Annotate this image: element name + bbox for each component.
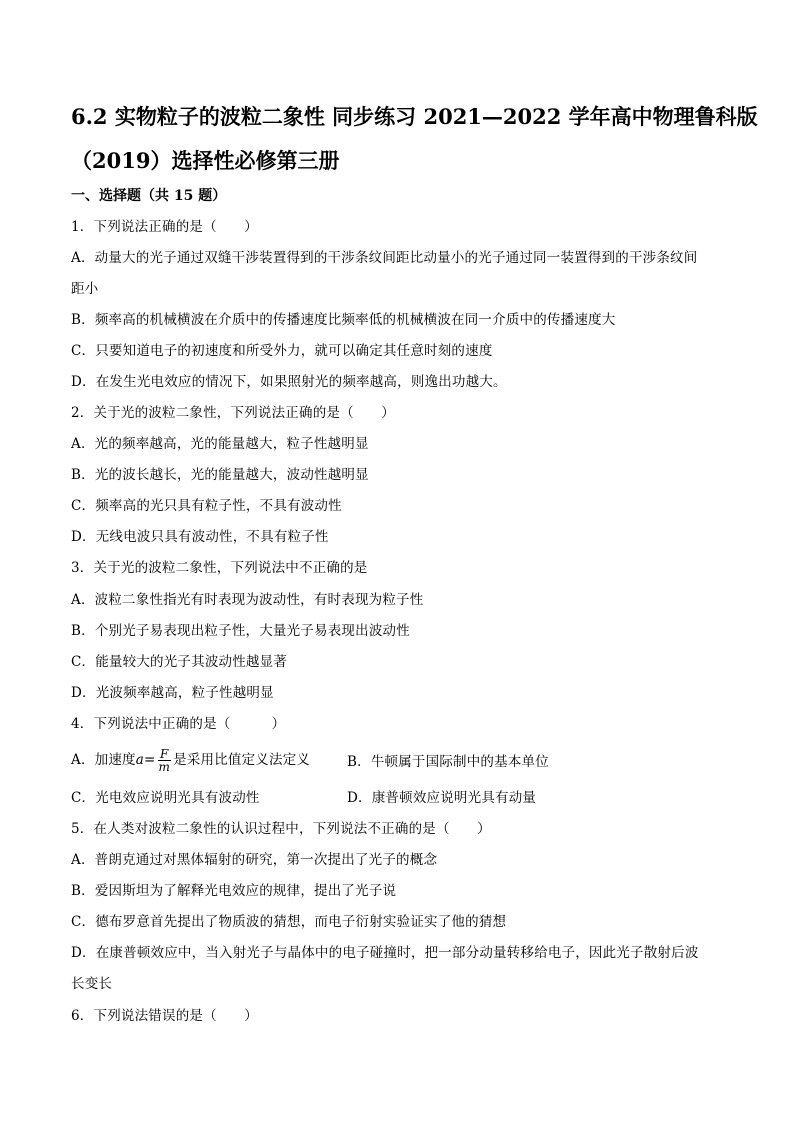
q1-option-b: B．频率高的机械横波在介质中的传播速度比频率低的机械横波在同一介质中的传播速度大 [71,312,616,328]
q5-option-d: D．在康普顿效应中，当入射光子与晶体中的电子碰撞时，把一部分动量转移给电子，因此光子散射后波 [71,945,699,961]
q2-option-c: C．频率高的光只具有粒子性，不具有波动性 [71,498,342,514]
q4-stem: 4．下列说法中正确的是（ ） [71,716,286,732]
q4-option-b: B．牛顿属于国际制中的基本单位 [347,754,549,770]
q4-option-d: D．康普顿效应说明光具有动量 [347,790,537,806]
q4-formula-var: a [135,752,144,768]
q4-option-c: C．光电效应说明光具有波动性 [71,790,260,806]
q4-formula-fraction [158,748,172,773]
q6-stem: 6．下列说法错误的是（ ） [71,1008,258,1024]
q1-option-a-cont: 距小 [71,281,99,297]
section-heading: 一、选择题（共 15 题） [71,188,227,204]
q3-stem: 3．关于光的波粒二象性，下列说法中不正确的是 [71,560,368,576]
q2-stem: 2．关于光的波粒二象性，下列说法正确的是（ ） [71,405,395,421]
q3-option-b: B．个别光子易表现出粒子性，大量光子易表现出波动性 [71,623,410,639]
q5-stem: 5．在人类对波粒二象性的认识过程中，下列说法不正确的是（ ） [71,821,491,837]
q3-option-a: A．波粒二象性指光有时表现为波动性，有时表现为粒子性 [71,592,424,608]
q5-option-a: A．普朗克通过对黑体辐射的研究，第一次提出了光子的概念 [71,852,438,868]
q4-option-a-suffix: 是采用比值定义法定义 [173,752,311,768]
q1-option-c: C．只要知道电子的初速度和所受外力，就可以确定其任意时刻的速度 [71,343,493,359]
q2-option-d: D．无线电波只具有波动性，不具有粒子性 [71,529,329,545]
q4-formula-denominator: m [158,760,171,774]
q5-option-d-cont: 长变长 [71,976,113,992]
q5-option-b: B．爱因斯坦为了解释光电效应的规律，提出了光子说 [71,883,397,899]
q4-formula-numerator: F [158,748,172,761]
doc-title-line1: 6.2 实物粒子的波粒二象性 同步练习 2021—2022 学年高中物理鲁科版 [71,104,758,129]
q5-option-c: C．德布罗意首先提出了物质波的猜想，而电子衍射实验证实了他的猜想 [71,914,507,930]
q4-option-a [71,748,310,773]
q4-option-a-prefix: A．加速度 [71,752,136,768]
q3-option-d: D．光波频率越高，粒子性越明显 [71,685,274,701]
q2-option-a: A．光的频率越高，光的能量越大，粒子性越明显 [71,436,369,452]
q1-option-d: D．在发生光电效应的情况下，如果照射光的频率越高，则逸出功越大。 [71,374,507,390]
q1-option-a: A．动量大的光子通过双缝干涉装置得到的干涉条纹间距比动量小的光子通过同一装置得到的干涉条纹间 [71,250,698,266]
q4-formula-eq: = [144,752,156,768]
q3-option-c: C．能量较大的光子其波动性越显著 [71,654,288,670]
q1-stem: 1．下列说法正确的是（ ） [71,219,258,235]
doc-title-line2: （2019）选择性必修第三册 [71,148,340,173]
q2-option-b: B．光的波长越长，光的能量越大，波动性越明显 [71,467,369,483]
